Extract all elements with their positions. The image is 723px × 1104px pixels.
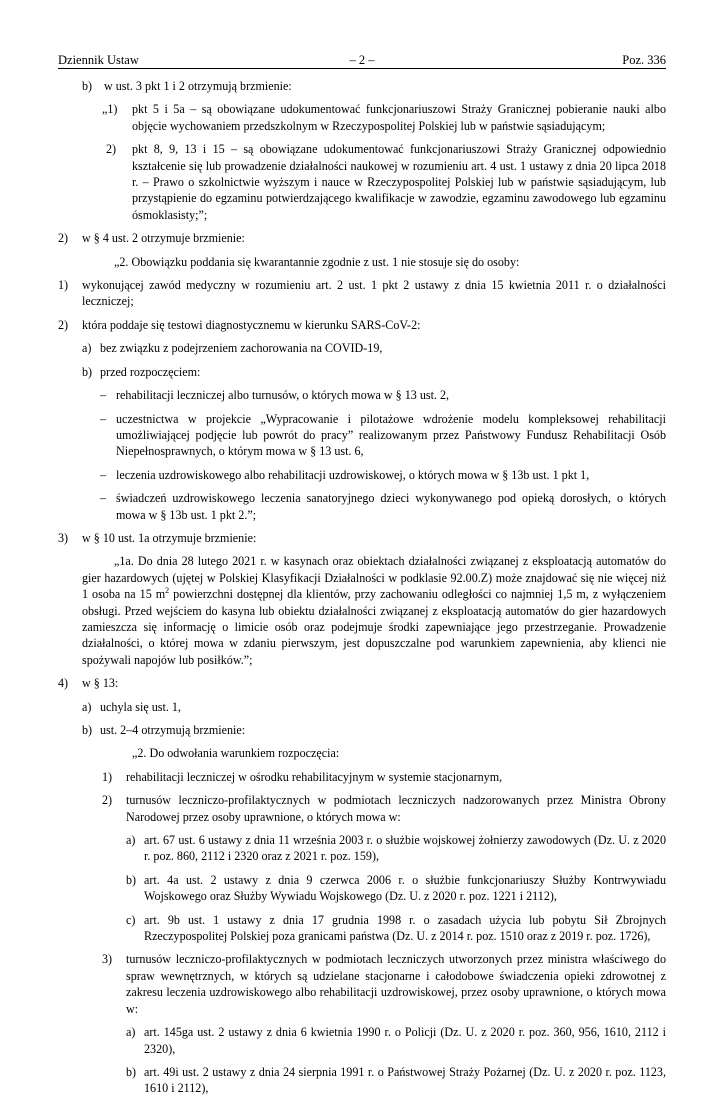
list-item: – leczenia uzdrowiskowego albo rehabilitacji uzdrowiskowej, o których mowa w § 13b ust. 1 pkt 1, <box>100 467 590 482</box>
paragraph: „1a. Do dnia 28 lutego 2021 r. w kasynach oraz obiektach działalności związanej z eksploatacją automatów do gier hazardowych (ujętej w Polskiej Klasyfikacji Działalności w podklasie 92.00.Z) może znajdować się nie więcej niż 1 osoba na 15 $m^2$ powierzchni dostępnej dla klientów, przy zachowaniu odległości co najmniej 1,5 m, z wyłączeniem obsługi. Przed wejściem do kasyna lub obiektu działalności związanej z eksploatacją automatów do gier hazardowych zamieszcza się informację o limicie osób oraz podejmuje środki zapewniające jego przestrzeganie. Prowadzenie działalności, o której mowa w zdaniu pierwszym, jest dopuszczalne pod warunkiem zapewnienia, aby klienci nie spożywali napojów lub posiłków.”; <box>82 554 666 667</box>
list-item: b) ust. 2–4 otrzymują brzmienie: <box>82 723 246 737</box>
paragraph: „2. Do odwołania warunkiem rozpoczęcia: <box>132 746 340 761</box>
list-item: „1) pkt 5 i 5a – są obowiązane udokumentować funkcjonariuszowi Straży Granicznej pobieranie nauki albo objęcie wychowaniem przedszkolnym w Rzeczypospolitej Polskiej lub w państwie sąsiadującym; <box>102 102 666 133</box>
list-item: 3) turnusów leczniczo-profilaktycznych w podmiotach leczniczych utworzonych przez ministra właściwego do spraw wewnętrznych, w których są udzielane stacjonarne i całodobowe świadczenia opieki zdrowotnej z zakresu leczenia uzdrowiskowego albo rehabilitacji uzdrowiskowej, przez osoby uprawnione, o których mowa w: <box>102 952 666 1016</box>
list-item: b) art. 49i ust. 2 ustawy z dnia 24 sierpnia 1991 r. o Państwowej Straży Pożarnej (Dz. U. z 2020 r. poz. 1123, 1610 i 2112), <box>126 1064 666 1096</box>
list-item: c) art. 9b ust. 1 ustawy z dnia 17 grudnia 1998 r. o zasadach użycia lub pobytu Sił Zbrojnych Rzeczypospolitej Polskiej poza granicami państwa (Dz. U. z 2014 r. poz. 1510 oraz z 2019 r. poz. 1726), <box>126 912 666 944</box>
list-item: 4) w § 13: <box>58 676 119 691</box>
list-item: 3) w § 10 ust. 1a otrzymuje brzmienie: <box>58 530 257 545</box>
list-item: b) art. 4a ust. 2 ustawy z dnia 9 czerwca 2006 r. o służbie funkcjonariuszy Służby Kontrwywiadu Wojskowego oraz Służby Wywiadu Wojskowego (Dz. U. z 2020 r. poz. 1221 i 2112), <box>126 872 666 904</box>
list-item: b) w ust. 3 pkt 1 i 2 otrzymują brzmienie: <box>82 79 292 93</box>
list-item: 2) pkt 8, 9, 13 i 15 – są obowiązane udokumentować funkcjonariuszowi Straży Granicznej odpowiednio kształcenie się lub prowadzenie działalności naukowej w rozumieniu art. 4 ust. 1 ustawy z dnia 20 lipca 2018 r. – Prawo o szkolnictwie wyższym i nauce w Rzeczypospolitej Polskiej lub w państwie sąsiadującym, lub przystąpienie do egzaminu potwierdzającego kwalifikacje w zawodzie, egzaminu zawodowego lub egzaminu ósmoklasisty;”; <box>106 142 666 222</box>
document-body <box>58 78 666 1104</box>
list-item: – świadczeń uzdrowiskowego leczenia sanatoryjnego dzieci wykonywanego pod opieką dorosłych, o których mowa w § 13b ust. 1 pkt 2.”; <box>100 491 666 522</box>
list-item: a) bez związku z podejrzeniem zachorowania na COVID-19, <box>82 341 383 356</box>
list-item: – uczestnictwa w projekcie „Wypracowanie i pilotażowe wdrożenie modelu kompleksowej rehabilitacji umożliwiającej podjęcie lub powrót do pracy” realizowanym przez Państwowy Fundusz Rehabilitacji Osób Niepełnosprawnych, o którym mowa w § 13 ust. 6, <box>100 411 666 459</box>
position-number: Poz. 336 <box>622 53 666 67</box>
list-item: – rehabilitacji leczniczej albo turnusów, o których mowa w § 13 ust. 2, <box>100 388 450 403</box>
list-item: 1) rehabilitacji leczniczej w ośrodku rehabilitacyjnym w systemie stacjonarnym, <box>102 769 503 784</box>
list-item: a) uchyla się ust. 1, <box>82 699 181 714</box>
page-number: – 2 – <box>349 53 375 67</box>
list-item: 2) w § 4 ust. 2 otrzymuje brzmienie: <box>58 231 245 246</box>
list-item: 2) która poddaje się testowi diagnostycznemu w kierunku SARS-CoV-2: <box>58 317 421 332</box>
list-item: 1) wykonującej zawód medyczny w rozumieniu art. 2 ust. 1 pkt 2 ustawy z dnia 15 kwietnia 2011 r. o działalności leczniczej; <box>58 278 666 309</box>
page-header <box>58 52 666 69</box>
list-item: b) przed rozpoczęciem: <box>82 364 201 379</box>
journal-title: Dziennik Ustaw <box>58 53 139 67</box>
paragraph: „2. Obowiązku poddania się kwarantannie zgodnie z ust. 1 nie stosuje się do osoby: <box>114 254 520 269</box>
list-item: 2) turnusów leczniczo-profilaktycznych w podmiotach leczniczych nadzorowanych przez Ministra Obrony Narodowej przez osoby uprawnione, o których mowa w: <box>102 793 666 824</box>
list-item: a) art. 145ga ust. 2 ustawy z dnia 6 kwietnia 1990 r. o Policji (Dz. U. z 2020 r. poz. 360, 956, 1610, 2112 i 2320), <box>126 1025 666 1056</box>
list-item: a) art. 67 ust. 6 ustawy z dnia 11 września 2003 r. o służbie wojskowej żołnierzy zawodowych (Dz. U. z 2020 r. poz. 860, 2112 i 2320 oraz z 2021 r. poz. 159), <box>126 833 666 864</box>
